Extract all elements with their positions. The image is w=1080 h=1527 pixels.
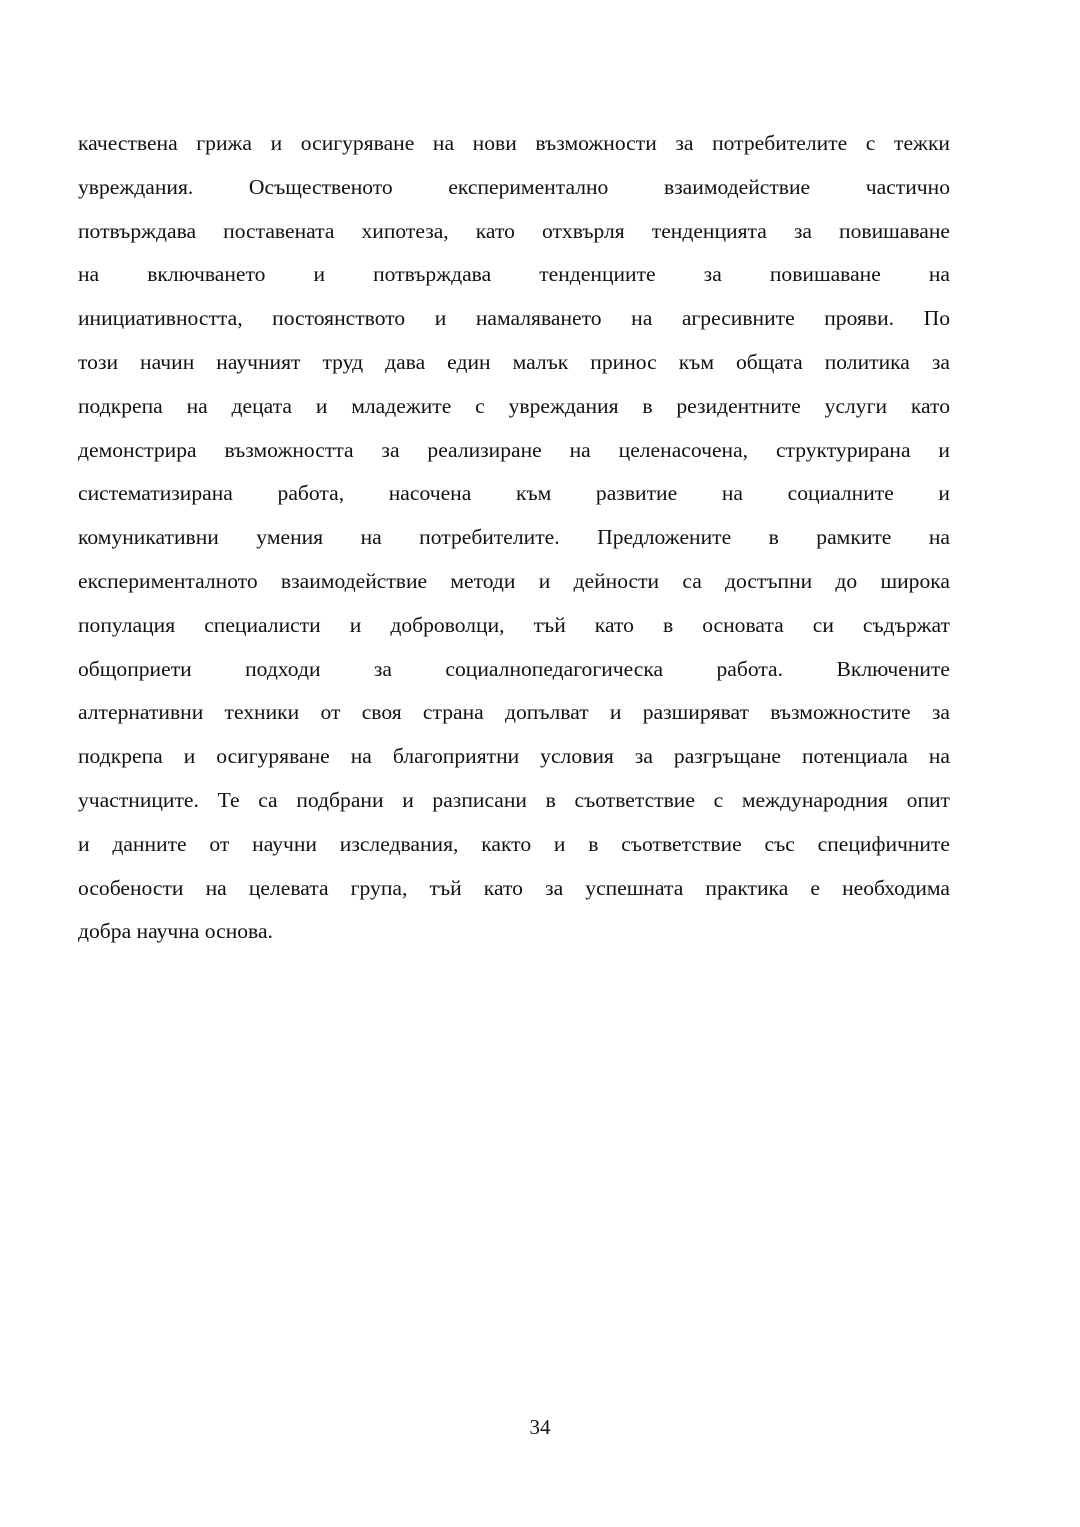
paragraph-line: подкрепа и осигуряване на благоприятни условия за разгръщане потенциала на — [78, 744, 950, 769]
paragraph-line: този начин научният труд дава един малък принос към общата политика за — [78, 349, 950, 374]
body-paragraph — [78, 122, 950, 954]
paragraph-line: експерименталното взаимодействие методи и дейности са достъпни до широка — [78, 568, 950, 593]
paragraph-line-last: добра научна основа. — [78, 919, 273, 944]
paragraph-line: потвърждава поставената хипотеза, като отхвърля тенденцията за повишаване — [78, 218, 950, 243]
page-number: 34 — [529, 1415, 551, 1439]
paragraph-line: общоприети подходи за социалнопедагогическа работа. Включените — [78, 656, 950, 681]
paragraph-line: и данните от научни изследвания, както и в съответствие със специфичните — [78, 831, 950, 856]
paragraph-line: увреждания. Осъщественото експериментално взаимодействие частично — [78, 174, 950, 199]
paragraph-line: участниците. Те са подбрани и разписани в съответствие с международния опит — [78, 787, 950, 812]
paragraph-line: популация специалисти и доброволци, тъй като в основата си съдържат — [78, 612, 950, 637]
paragraph-line: демонстрира възможността за реализиране на целенасочена, структурирана и — [78, 437, 950, 462]
paragraph-line: систематизирана работа, насочена към развитие на социалните и — [78, 481, 950, 506]
paragraph-line: алтернативни техники от своя страна допълват и разширяват възможностите за — [78, 700, 950, 725]
paragraph-line: качествена грижа и осигуряване на нови възможности за потребителите с тежки — [78, 131, 950, 155]
paragraph-line: на включването и потвърждава тенденциите за повишаване на — [78, 262, 950, 287]
paragraph-line: инициативността, постоянството и намаляването на агресивните прояви. По — [78, 306, 950, 331]
paragraph-line: подкрепа на децата и младежите с увреждания в резидентните услуги като — [78, 393, 950, 418]
paragraph-line: комуникативни умения на потребителите. Предложените в рамките на — [78, 525, 950, 550]
paragraph-line: особености на целевата група, тъй като за успешната практика е необходима — [78, 875, 950, 900]
